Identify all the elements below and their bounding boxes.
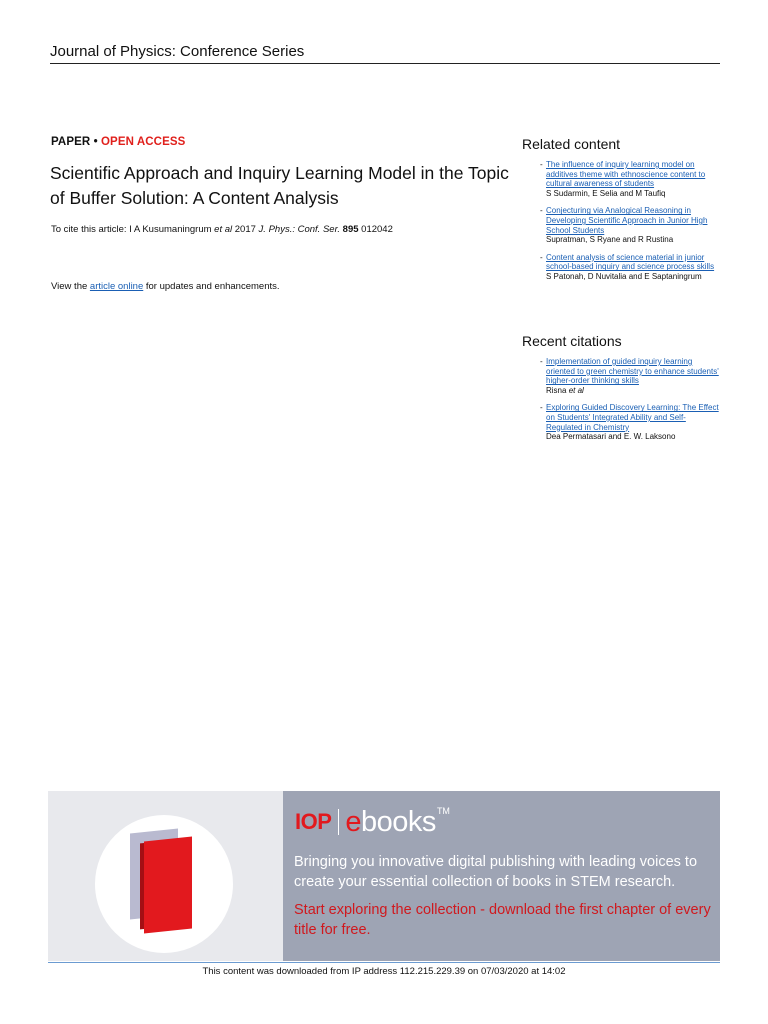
cite-prefix: To cite this article: I A Kusumaningrum [51, 224, 215, 235]
banner-call-to-action[interactable]: Start exploring the collection - download the first chapter of every title for free. [294, 902, 711, 938]
list-dash: - [540, 206, 543, 216]
paper-separator: • [90, 136, 101, 148]
cite-article-number: 012042 [358, 224, 393, 235]
citation-author-etal: et al [568, 385, 584, 395]
journal-name: Journal of Physics: Conference Series [50, 43, 305, 60]
citation-item-authors: Dea Permatasari and E. W. Laksono [546, 432, 676, 442]
paper-label: PAPER [51, 136, 91, 148]
list-dash: - [540, 252, 543, 262]
citation-item-link[interactable]: Implementation of guided inquiry learning oriented to green chemistry to enhance students' higher-order thinking skills [546, 357, 719, 386]
citation-item-link[interactable]: Exploring Guided Discovery Learning: The Effect on Students' Integrated Ability and Self-Regulated in Chemistry [546, 403, 719, 432]
download-footer: This content was downloaded from IP address 112.215.229.39 on 07/03/2020 at 14:02 [202, 966, 566, 977]
footer-rule [48, 962, 720, 963]
recent-citations-list [522, 357, 722, 442]
trademark-mark: TM [436, 806, 450, 816]
ebooks-logo-rest: books [361, 806, 436, 838]
related-item-link[interactable]: Conjecturing via Analogical Reasoning in Developing Scientific Approach in Junior High School Students [546, 206, 708, 235]
iop-logo-text: IOP [295, 809, 332, 834]
view-prefix: View the [51, 281, 90, 292]
paper-type-label [51, 136, 185, 148]
related-item-link[interactable]: The influence of inquiry learning model on additives theme with ethnoscience content to cultural awareness of students [546, 160, 706, 189]
view-suffix: for updates and enhancements. [143, 281, 280, 292]
related-content-section [522, 136, 722, 290]
related-content-list [522, 160, 722, 282]
cite-volume: 895 [342, 224, 359, 235]
ebooks-logo-e: e [345, 806, 362, 838]
book-icon [144, 836, 192, 933]
view-online-line [51, 281, 280, 292]
related-item-authors: S Sudarmin, E Selia and M Taufiq [546, 188, 666, 198]
cite-journal: J. Phys.: Conf. Ser. [258, 224, 341, 235]
article-title: Scientific Approach and Inquiry Learning Model in the Topic of Buffer Solution: A Content Analysis [50, 163, 509, 208]
open-access-label: OPEN ACCESS [101, 136, 186, 148]
related-item [522, 206, 722, 244]
recent-citations-heading: Recent citations [522, 333, 622, 349]
citation-item-authors [546, 386, 722, 396]
list-dash: - [540, 403, 543, 413]
cite-year: 2017 [232, 224, 259, 235]
list-dash: - [540, 160, 543, 169]
recent-citations-section [522, 333, 722, 450]
citation-item [522, 403, 722, 441]
ebooks-logo-text [345, 805, 436, 839]
citation-author-names: Risna [546, 385, 569, 395]
list-dash: - [540, 357, 543, 366]
related-item [522, 253, 722, 282]
related-item-authors: Supratman, S Ryane and R Rustina [546, 235, 674, 245]
iop-ebooks-logo [295, 805, 450, 839]
article-online-link[interactable]: article online [89, 281, 144, 292]
header-rule [50, 63, 720, 64]
cite-etal: et al [214, 224, 233, 235]
related-item-authors: S Patonah, D Nuvitalia and E Saptaningrum [546, 271, 702, 281]
related-item [522, 160, 722, 198]
banner-graphic-panel [48, 791, 283, 961]
banner-tagline: Bringing you innovative digital publishing with leading voices to create your essential collection of books in STEM research. [294, 854, 698, 890]
related-content-heading: Related content [522, 136, 621, 152]
banner-text-panel [283, 791, 720, 961]
logo-divider [338, 809, 339, 835]
related-item-link[interactable]: Content analysis of science material in junior school-based inquiry and science process skills [546, 252, 715, 272]
iop-ebooks-banner[interactable] [48, 791, 720, 961]
citation-item [522, 357, 722, 395]
citation-line [51, 224, 393, 235]
